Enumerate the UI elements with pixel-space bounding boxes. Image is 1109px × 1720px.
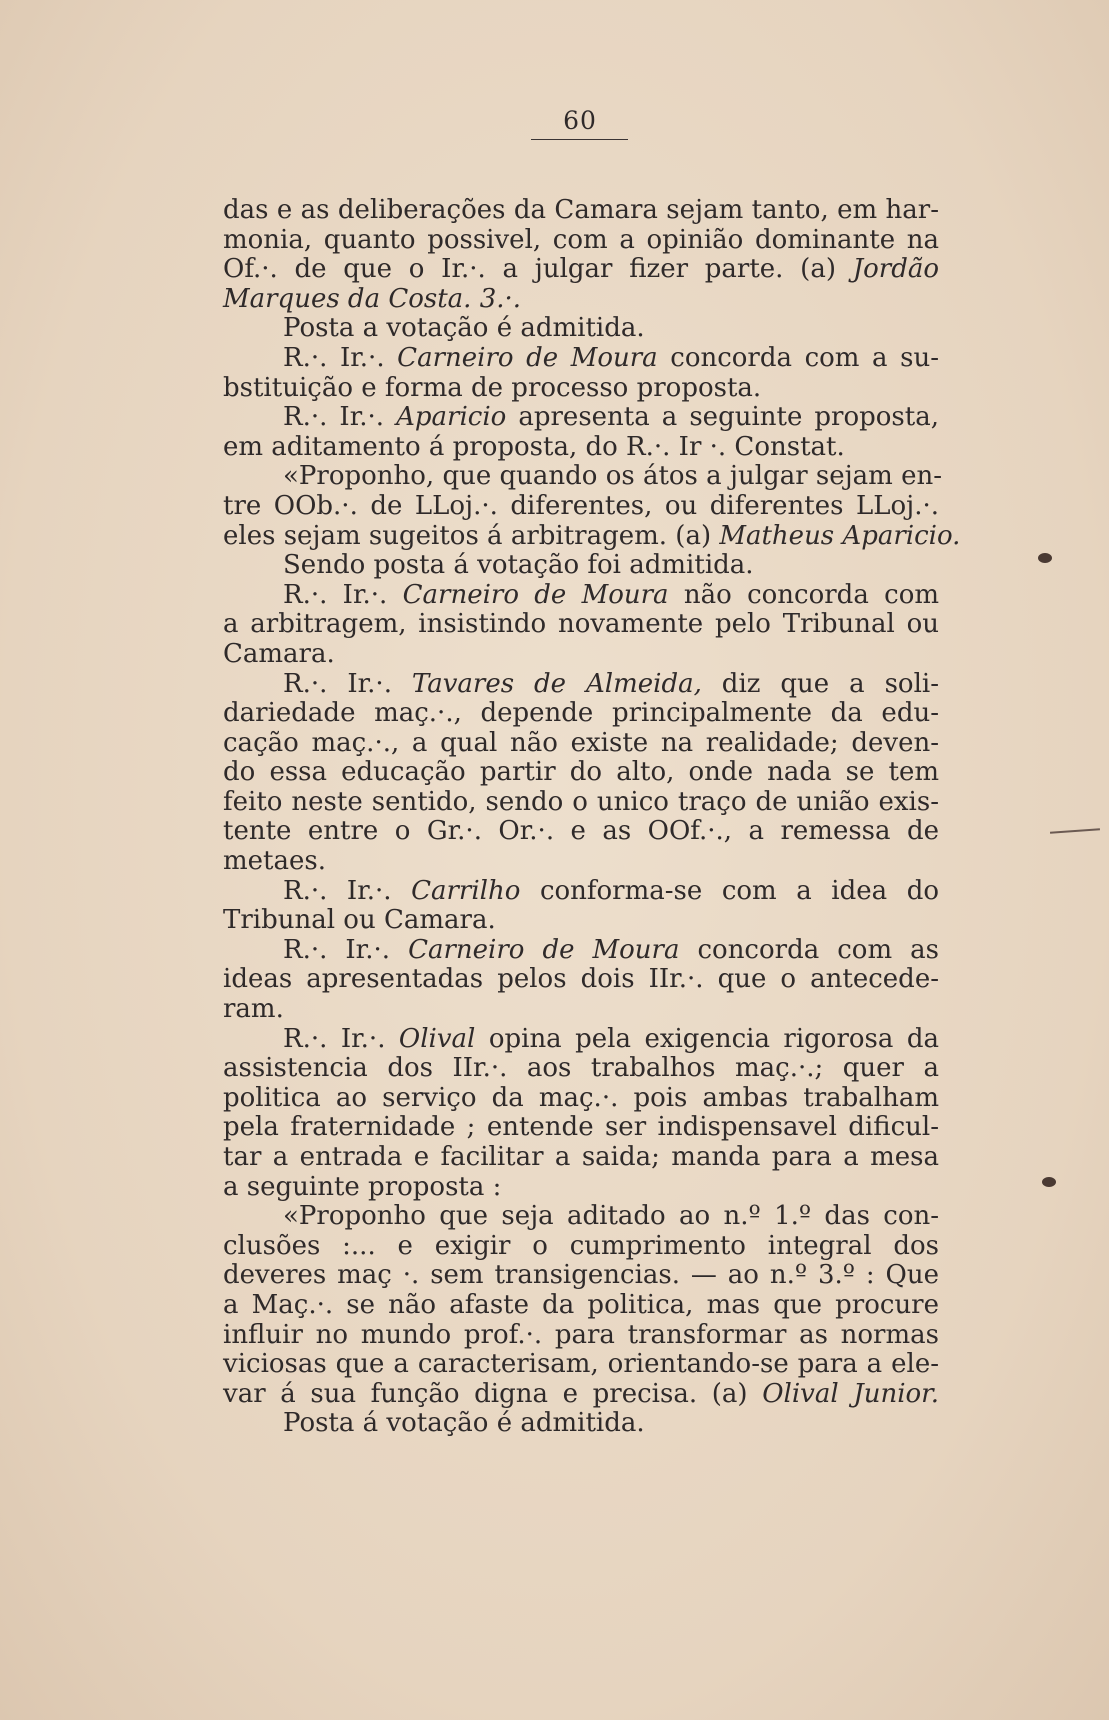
text-line <box>223 196 939 226</box>
text-line <box>223 1409 939 1439</box>
italic-name: Carrilho <box>411 875 521 906</box>
line-text: Tribunal ou Camara. <box>223 905 496 936</box>
text-line <box>223 936 939 966</box>
line-text: R.·. Ir.·. <box>283 668 412 699</box>
line-text: «Proponho, que quando os átos a julgar sejam en- <box>283 461 943 492</box>
text-line <box>223 285 939 315</box>
line-text: politica ao serviço da maç.·. pois ambas trabalham <box>223 1082 939 1113</box>
line-text: pela fraternidade ; entende ser indispensavel dificul- <box>223 1112 939 1143</box>
text-line <box>223 670 939 700</box>
text-line <box>223 1143 939 1173</box>
line-text: monia, quanto possivel, com a opinião dominante na <box>223 224 939 255</box>
text-line <box>223 877 939 907</box>
text-line <box>223 1321 939 1351</box>
text-line <box>223 520 961 552</box>
line-text: tre OOb.·. de LLoj.·. diferentes, ou diferentes LLoj.·. <box>223 490 939 521</box>
line-text: diz que a soli- <box>701 668 939 699</box>
line-text: R.·. Ir.·. <box>283 342 398 373</box>
text-line <box>223 1054 939 1084</box>
line-text: «Proponho que seja aditado ao n.º 1.º das con- <box>283 1201 939 1232</box>
text-line <box>223 1261 939 1291</box>
text-line <box>223 1084 939 1114</box>
line-text: a Maç.·. se não afaste da politica, mas que procure <box>223 1289 939 1320</box>
line-text: apresenta a seguinte proposta, <box>506 402 939 433</box>
text-line <box>223 1113 939 1143</box>
italic-name: Matheus Aparicio. <box>719 520 961 551</box>
line-text: do essa educação partir do alto, onde nada se tem <box>223 757 939 788</box>
line-text: a seguinte proposta : <box>223 1171 502 1202</box>
italic-name: Carneiro de Moura <box>408 934 680 965</box>
line-text: concorda com a su- <box>657 342 939 373</box>
line-text: ram. <box>223 994 284 1025</box>
line-text: assistencia dos IIr.·. aos trabalhos maç.·.; quer a <box>223 1053 939 1084</box>
text-line <box>223 610 939 640</box>
text-line <box>223 226 939 256</box>
ink-spot <box>1042 1177 1056 1187</box>
line-text: a arbitragem, insistindo novamente pelo Tribunal ou <box>223 609 939 640</box>
line-text: tente entre o Gr.·. Or.·. e as OOf.·., a remessa de <box>223 816 939 847</box>
line-text: R.·. Ir.·. <box>283 1023 399 1054</box>
text-line <box>223 817 939 847</box>
ink-spot <box>1038 553 1052 563</box>
text-line <box>223 1025 939 1055</box>
pencil-mark <box>1050 828 1100 833</box>
line-text: deveres maç ·. sem transigencias. — ao n.º 3.º : Que <box>223 1260 939 1291</box>
text-line <box>223 699 939 729</box>
text-line <box>223 965 939 995</box>
line-text: clusões :... e exigir o cumprimento integral dos <box>223 1230 939 1261</box>
line-text: R.·. Ir.·. <box>283 875 412 906</box>
line-text: ideas apresentadas pelos dois IIr.·. que o antecede- <box>223 964 939 995</box>
text-line <box>223 640 939 670</box>
line-text: Posta a votação é admitida. <box>283 313 645 344</box>
line-text: influir no mundo prof.·. para transformar as normas <box>223 1319 939 1350</box>
line-text: dariedade maç.·., depende principalmente da edu- <box>223 698 939 729</box>
text-line <box>223 1232 939 1262</box>
line-text: Of.·. de que o Ir.·. a julgar fizer parte. (a) <box>223 254 853 285</box>
line-text: das e as deliberações da Camara sejam tanto, em har- <box>223 195 939 225</box>
line-text: R.·. Ir.·. <box>283 402 397 433</box>
text-line <box>223 788 939 818</box>
line-text: var á sua função digna e precisa. (a) <box>223 1378 763 1409</box>
text-line <box>223 1291 939 1321</box>
line-text: concorda com as <box>679 934 939 965</box>
text-line <box>223 729 939 759</box>
line-text: Sendo posta á votação foi admitida. <box>283 550 754 581</box>
italic-name: Jordão <box>852 254 939 285</box>
line-text: viciosas que a caracterisam, orientando-se para a ele- <box>223 1349 939 1380</box>
text-line <box>223 461 943 492</box>
italic-name: Aparicio <box>396 402 507 433</box>
italic-name: Olival <box>398 1023 476 1054</box>
text-line <box>223 1173 939 1203</box>
line-text: tar a entrada e facilitar a saida; manda para a mesa <box>223 1142 939 1172</box>
text-line <box>223 1380 939 1410</box>
line-text: opina pela exigencia rigorosa da <box>475 1023 939 1054</box>
line-text: metaes. <box>223 846 326 877</box>
line-text: bstituição e forma de processo proposta. <box>223 372 762 403</box>
body-text <box>223 195 961 1439</box>
text-line <box>223 906 939 936</box>
line-text: feito neste sentido, sendo o unico traço de união exis- <box>223 786 939 817</box>
line-text: R.·. Ir.·. <box>283 579 403 610</box>
text-line <box>223 314 939 344</box>
italic-name: Carneiro de Moura <box>397 342 658 373</box>
text-line <box>223 581 939 611</box>
line-text: Camara. <box>223 638 335 669</box>
line-text: cação maç.·., a qual não existe na realidade; deven- <box>223 727 939 758</box>
line-text: Posta á votação é admitida. <box>283 1408 645 1439</box>
text-line <box>223 995 939 1025</box>
text-line <box>223 1350 939 1380</box>
text-line <box>223 1202 939 1232</box>
text-line <box>223 551 939 581</box>
italic-name: Marques da Costa. 3.·. <box>223 283 522 314</box>
text-line <box>223 758 939 788</box>
text-line <box>223 344 939 374</box>
text-line <box>223 847 939 877</box>
text-line <box>223 374 939 404</box>
line-text: conforma-se com a idea do <box>520 875 939 906</box>
line-text: eles sejam sugeitos á arbitragem. (a) <box>223 520 720 551</box>
line-text: em aditamento á proposta, do R.·. Ir ·. Constat. <box>223 431 845 462</box>
line-text: não concorda com <box>668 579 940 610</box>
text-line <box>223 433 939 463</box>
line-text: R.·. Ir.·. <box>283 934 409 965</box>
italic-name: Tavares de Almeida, <box>411 668 702 699</box>
text-line <box>223 403 939 433</box>
page-number-rule <box>531 139 628 140</box>
text-line <box>223 255 939 285</box>
italic-name: Olival Junior. <box>762 1378 940 1409</box>
italic-name: Carneiro de Moura <box>402 579 669 610</box>
page-number: 60 <box>563 106 597 135</box>
text-line <box>223 492 939 522</box>
